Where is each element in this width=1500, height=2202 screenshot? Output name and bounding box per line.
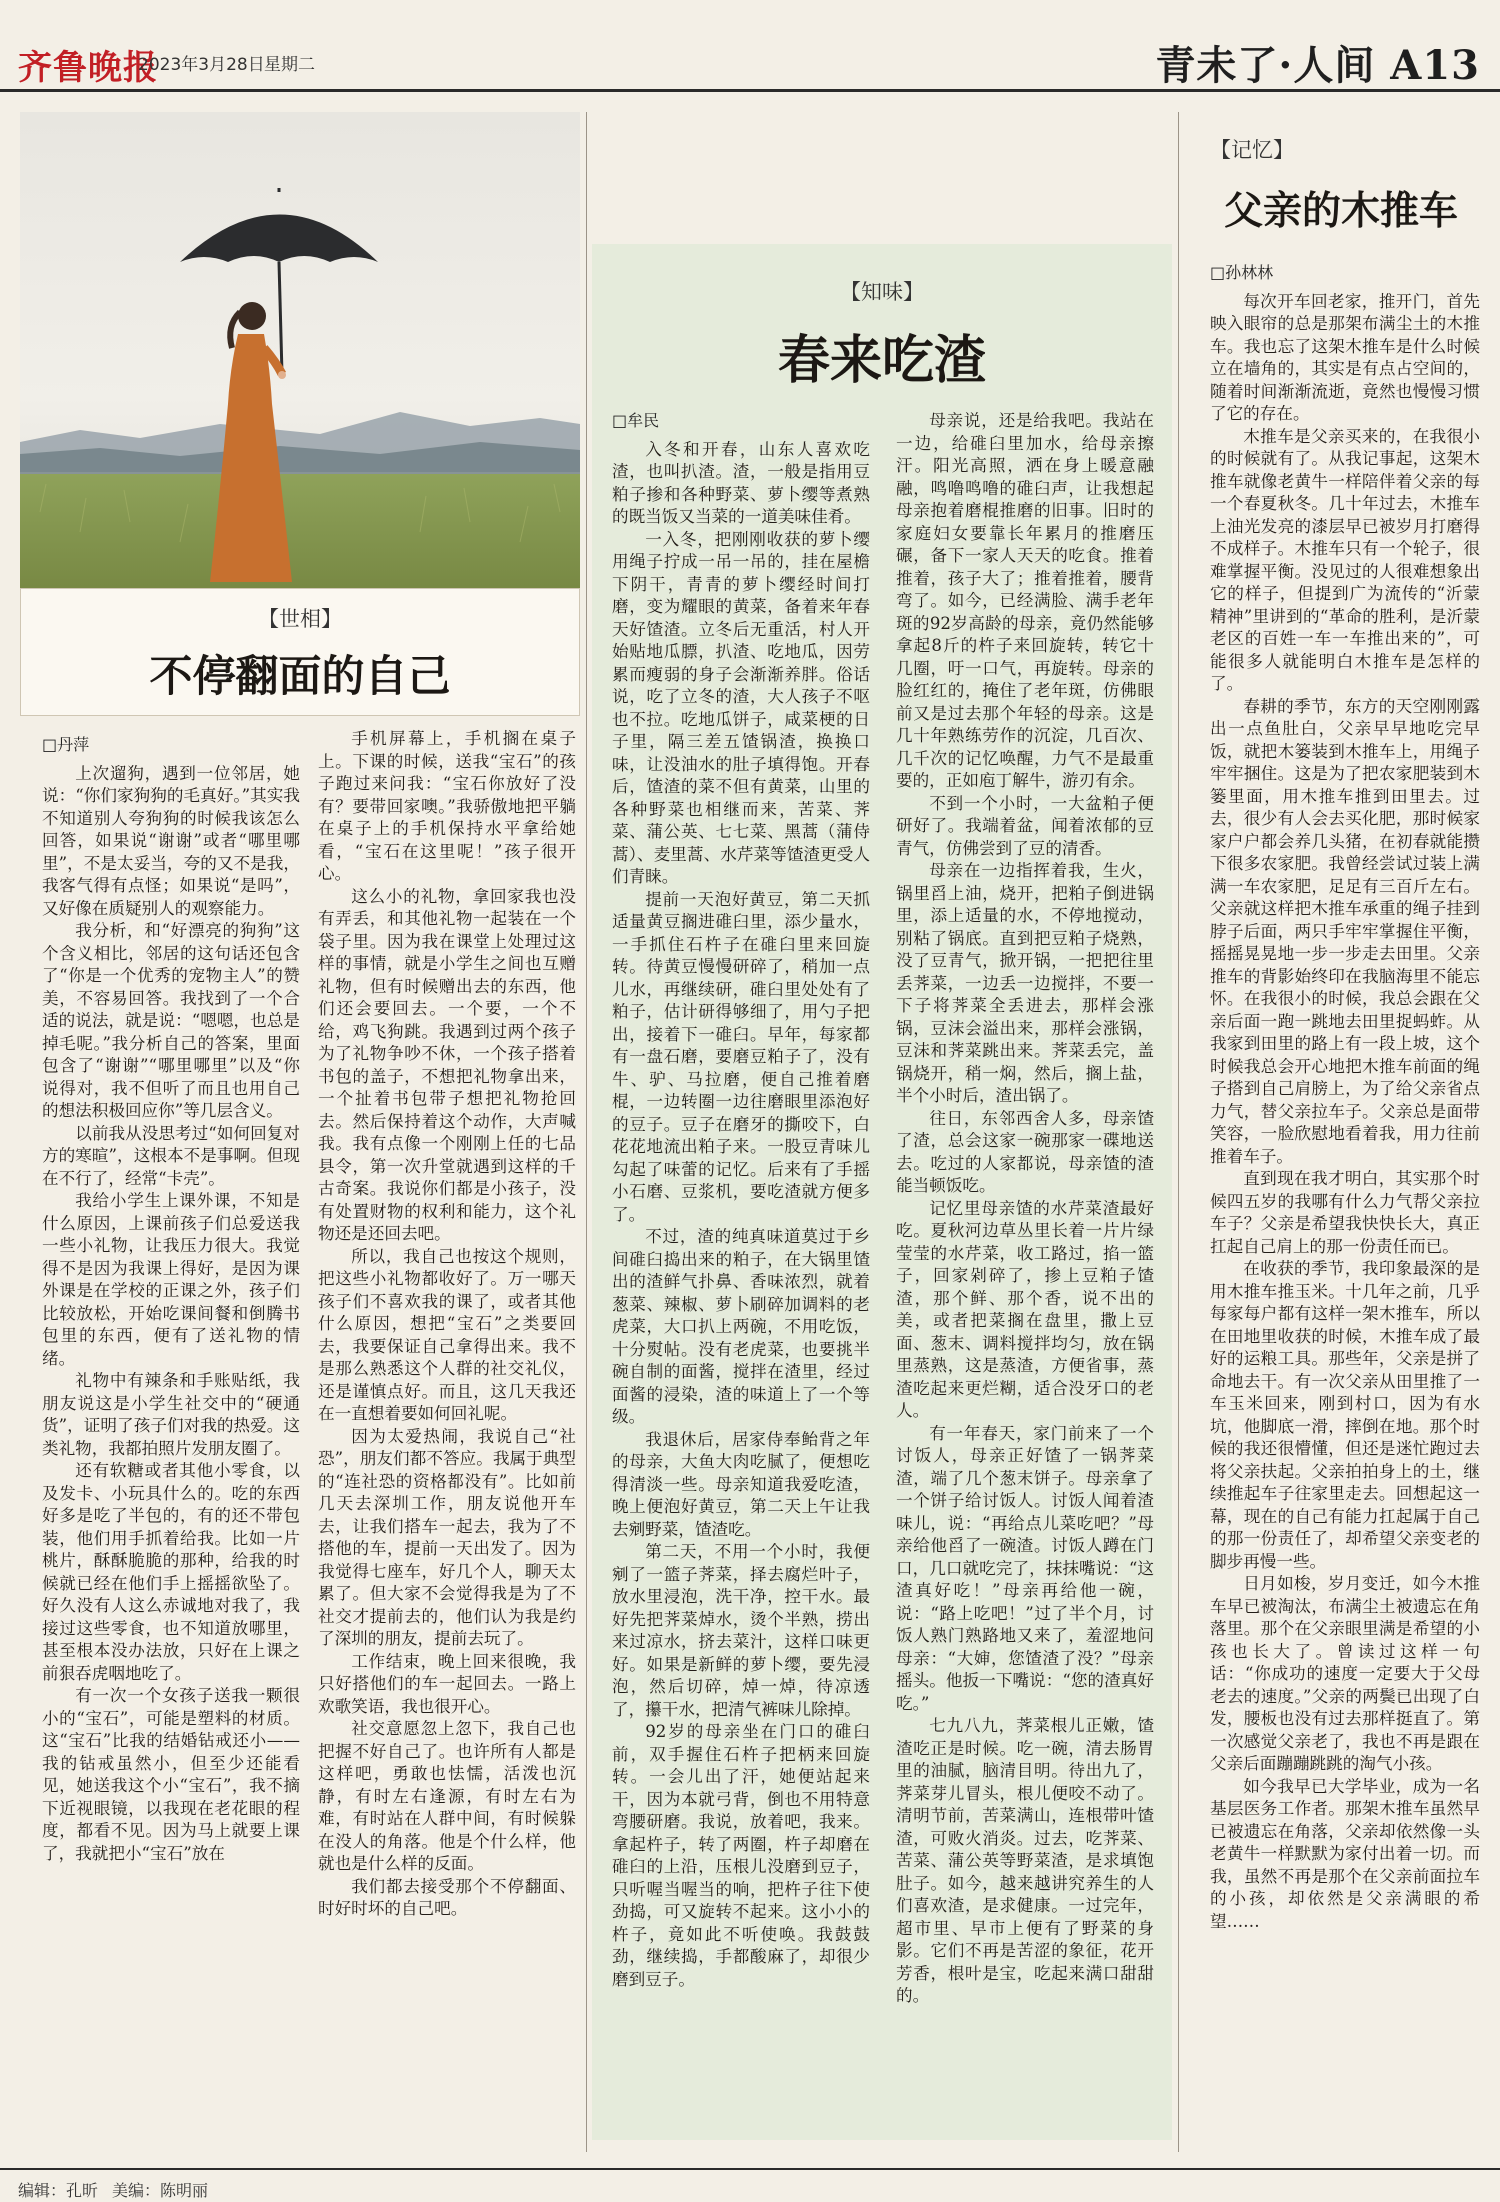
article-shixiang-column-2 xyxy=(318,728,576,2144)
paragraph: 我们都去接受那个不停翻面、时好时坏的自己吧。 xyxy=(318,1876,576,1918)
paragraph: 这么小的礼物，拿回家我也没有弄丢，和其他礼物一起装在一个袋子里。因为我在课堂上处理过这样的事情，就是小学生之间也互赠礼物，但有时候赠出去的东西，他们还会要回去。一个要，一个不给，鸡飞狗跳。我遇到过两个孩子为了礼物争吵不休，一个孩子搭着书包的盖子，不想把礼物拿出来，一个扯着书包带子想把礼物抢回去。然后保持着这个动作，大声喊我。我有点像一个刚刚上任的七品县令，第一次升堂就遇到这样的千古奇案。我说你们都是小孩子，没有处置财物的权利和能力，这个礼物还是还回去吧。 xyxy=(318,886,576,1243)
newspaper-logo: 齐鲁晚报 xyxy=(18,48,158,88)
paragraph: 母亲在一边指挥着我，生火，锅里舀上油，烧开，把粕子倒进锅里，添上适量的水，不停地搅动，别粘了锅底。直到把豆粕子烧熟，没了豆青气，掀开锅，一把把往里丢荠菜，一边丢一边搅拌，不要一下子将荠菜全丢进去，那样会涨锅，豆沫会溢出来，那样会涨锅，豆沫和荠菜跳出来。荠菜丢完，盖锅烧开，稍一焖，然后，搁上盐，半个小时后，渣出锅了。 xyxy=(896,861,1154,1105)
article-zhiwei-column-1 xyxy=(612,410,870,2130)
page-footer xyxy=(0,2168,1500,2202)
paragraph: 一入冬，把刚刚收获的萝卜缨用绳子拧成一吊一吊的，挂在屋檐下阴干，青青的萝卜缨经时间打磨，变为耀眼的黄菜，备着来年春天好馇渣。立冬后无重活，村人开始贴地瓜膘，扒渣、吃地瓜，因劳累而瘦弱的身子会渐渐养胖。俗话说，吃了立冬的渣，大人孩子不呕也不拉。吃地瓜饼子，咸菜梗的日子里，隔三差五馇锅渣，换换口味，让没油水的肚子填得饱。开春后，馇渣的菜不但有黄菜，山里的各种野菜也相继而来，苦菜、荠菜、蒲公英、七七菜、黑蒿（蒲侍蒿）、麦里蒿、水芹菜等馇渣更受人们青睐。 xyxy=(612,529,870,886)
paragraph: 如今我早已大学毕业，成为一名基层医务工作者。那架木推车虽然早已被遗忘在角落，父亲却依然像一头老黄牛一样默默为家付出着一切。而我，虽然不再是那个在父亲前面拉车的小孩，却依然是父亲满眼的希望…… xyxy=(1210,1776,1480,1931)
article-shixiang-byline: □丹萍 xyxy=(42,735,90,754)
paragraph: 在收获的季节，我印象最深的是用木推车推玉米。十几年之前，几乎每家每户都有这样一架木推车，所以在田地里收获的时候，木推车成了最好的运粮工具。那些年，父亲是拼了命地去干。有一次父亲从田里推了一车玉米回来，刚到村口，因为有水坑，他脚底一滑，摔倒在地。那个时候的我还很懵懂，但还是迷忙跑过去将父亲扶起。父亲拍拍身上的土，继续推起车子往家里走去。回想起这一幕，现在的自己有能力扛起属于自己的那一份责任了，却希望父亲变老的脚步再慢一些。 xyxy=(1210,1259,1480,1571)
article-shixiang-kicker: 【世相】 xyxy=(258,607,342,631)
article-jiyi-title: 父亲的木推车 xyxy=(1223,188,1458,234)
column-divider xyxy=(586,112,587,2152)
paragraph: 手机屏幕上，手机搁在桌子上。下课的时候，送我“宝石”的孩子跑过来问我：“宝石你放好了没有？要带回家噢。”我骄傲地把平躺在桌子上的手机保持水平拿给她看，“宝石在这里呢！”孩子很开心。 xyxy=(318,729,576,883)
paragraph: 有一年春天，家门前来了一个讨饭人，母亲正好馇了一锅荠菜渣，端了几个葱末饼子。母亲拿了一个饼子给讨饭人。讨饭人闻着渣味儿，说：“再给点儿菜吃吧？”母亲给他舀了一碗渣。讨饭人蹲在门口，几口就吃完了，抹抹嘴说：“这渣真好吃！”母亲再给他一碗，说：“路上吃吧！”过了半个月，讨饭人熟门熟路地又来了，羞涩地问母亲：“大婶，您馇渣了没？”母亲摇头。他扳一下嘴说：“您的渣真好吃。” xyxy=(896,1423,1154,1713)
paragraph: 礼物中有辣条和手账贴纸，我朋友说这是小学生社交中的“硬通货”，证明了孩子们对我的热爱。这类礼物，我都拍照片发朋友圈了。 xyxy=(42,1371,300,1458)
paragraph: 直到现在我才明白，其实那个时候四五岁的我哪有什么力气帮父亲拉车子？父亲是希望我快快长大，真正扛起自己肩上的那一份责任而已。 xyxy=(1210,1169,1480,1256)
page-section-title: 青未了·人间 A13 xyxy=(1155,42,1480,89)
article-zhiwei-title: 春来吃渣 xyxy=(777,330,986,391)
paragraph: 92岁的母亲坐在门口的碓臼前，双手握住石杵子把柄来回旋转。一会儿出了汗，她便站起来干，因为本就弓背，倒也不用特意弯腰研磨。我说，放着吧，我来。拿起杵子，转了两圈，杵子却磨在碓臼的上沿，压根儿没磨到豆子，只听喔当喔当的响，把杵子往下使劲捣，可又旋转不起来。这小小的杵子，竟如此不听使唤。我鼓鼓劲，继续捣，手都酸麻了，却很少磨到豆子。 xyxy=(612,1722,870,1989)
paragraph: 我退休后，居家侍奉鲐背之年的母亲，大鱼大肉吃腻了，便想吃得清淡一些。母亲知道我爱吃渣，晚上便泡好黄豆，第二天上午让我去剜野菜，馇渣吃。 xyxy=(612,1429,870,1539)
paragraph: 提前一天泡好黄豆，第二天抓适量黄豆搁进碓臼里，添少量水，一手抓住石杵子在碓臼里来回旋转。待黄豆慢慢研碎了，稍加一点儿水，再继续研，碓臼里处处有了粕子，估计研得够细了，用勺子把出，接着下一碓臼。早年，每家都有一盘石磨，要磨豆粕子了，没有牛、驴、马拉磨，便自己推着磨棍，一边转圈一边往磨眼里添泡好的豆子。豆子在磨牙的撕咬下，白花花地流出粕子来。一股豆青味儿勾起了味蕾的记忆。后来有了手摇小石磨、豆浆机，要吃渣就方便多了。 xyxy=(612,889,870,1224)
paragraph: 因为太爱热闹，我说自己“社恐”，朋友们都不答应。我属于典型的“连社恐的资格都没有”。比如前几天去深圳工作，朋友说他开车去，让我们搭车一起去，我为了不搭他的车，提前一天出发了。因为我觉得七座车，好几个人，聊天太累了。但大家不会觉得我是为了不社交才提前去的，他们认为我是约了深圳的朋友，提前去玩了。 xyxy=(318,1426,576,1648)
article-shixiang-column-1 xyxy=(42,734,300,2144)
article-shixiang-title: 不停翻面的自己 xyxy=(149,652,451,702)
paragraph: 入冬和开春，山东人喜欢吃渣，也叫扒渣。渣，一般是指用豆粕子掺和各种野菜、萝卜缨等煮熟的既当饭又当菜的一道美味佳肴。 xyxy=(612,439,870,526)
column-divider xyxy=(1178,112,1179,2152)
paragraph: 母亲说，还是给我吧。我站在一边，给碓臼里加水，给母亲擦汗。阳光高照，洒在身上暖意融融，鸣噜鸣噜的碓臼声，让我想起母亲抱着磨棍推磨的旧事。旧时的家庭妇女要靠长年累月的推磨压碾，备下一家人天天的吃食。推着推着，孩子大了；推着推着，腰背弯了。如今，已经满脸、满手老年斑的92岁高龄的母亲，竟仍然能够拿起8斤的杵子来回旋转，转它十几圈，吁一口气，再旋转。母亲的脸红红的，掩住了老年斑，仿佛眼前又是过去那个年轻的母亲。这是几十年熟练劳作的沉淀，几百次、几千次的记忆唤醒，力气不是最重要的，正如庖丁解牛，游刃有余。 xyxy=(896,411,1154,790)
paragraph: 不过，渣的纯真味道莫过于乡间碓臼捣出来的粕子，在大锅里馇出的渣鲜气扑鼻、香味浓烈，就着葱菜、辣椒、萝卜刷碎加调料的老虎菜，大口扒上两碗，不用吃饭，十分熨帖。没有老虎菜，也要挑半碗自制的面酱，搅拌在渣里，经过面酱的浸染，渣的味道上了一个等级。 xyxy=(612,1227,870,1426)
paragraph: 上次遛狗，遇到一位邻居，她说：“你们家狗狗的毛真好。”其实我不知道别人夸狗狗的时候我该怎么回答，如果说“谢谢”或者“哪里哪里”，不是太妥当，夸的又不是我，我客气得有点怪；如果说“是吗”，又好像在质疑别人的观察能力。 xyxy=(42,763,300,918)
paragraph: 工作结束，晚上回来很晚，我只好搭他们的车一起回去。一路上欢歌笑语，我也很开心。 xyxy=(318,1651,576,1716)
masthead xyxy=(0,0,1500,92)
article-jiyi-column-1 xyxy=(1210,262,1480,2152)
article-jiyi-byline: □孙林林 xyxy=(1210,263,1274,282)
article-zhiwei-column-2 xyxy=(896,410,1154,2130)
paragraph: 我分析，和“好漂亮的狗狗”这个含义相比，邻居的这句话还包含了“你是一个优秀的宠物主人”的赞美，不容易回答。我找到了一个合适的说法，就是说：“嗯嗯，也总是掉毛呢。”我分析自己的答案，里面包含了“谢谢”“哪里哪里”以及“你说得对，我不但听了而且也用自己的想法积极回应你”等几层含义。 xyxy=(42,921,300,1120)
paragraph: 第二天，不用一个小时，我便剜了一篮子荠菜，择去腐烂叶子，放水里浸泡，洗干净，控干水。最好先把荠菜焯水，烫个半熟，捞出来过凉水，挤去菜汁，这样口味更好。如果是新鲜的萝卜缨，要先浸泡，然后切碎，焯一焯，待凉透了，攥干水，把清气裤味儿除掉。 xyxy=(612,1542,870,1719)
issue-weekday: 星期二 xyxy=(264,55,315,75)
paragraph: 有一次一个女孩子送我一颗很小的“宝石”，可能是塑料的材质。这“宝石”比我的结婚钻戒还小——我的钻戒虽然小，但至少还能看见，她送我这个小“宝石”，我不摘下近视眼镜，以我现在老花眼的程度，都看不见。因为马上就要上课了，我就把小“宝石”放在 xyxy=(42,1686,300,1863)
photo-woman-with-umbrella xyxy=(20,112,580,632)
paragraph: 日月如梭，岁月变迁，如今木推车早已被淘汰，布满尘土被遗忘在角落里。那个在父亲眼里满是希望的小孩也长大了。曾读过这样一句话：“你成功的速度一定要大于父母老去的速度。”父亲的两鬓已出现了白发，腰板也没有过去那样挺直了。第一次感觉父亲老了，我也不再是跟在父亲后面蹦蹦跳跳的淘气小孩。 xyxy=(1210,1574,1480,1773)
paragraph: 记忆里母亲馇的水芹菜渣最好吃。夏秋河边草丛里长着一片片绿莹莹的水芹菜，收工路过，掐一篮子，回家剁碎了，掺上豆粕子馇渣，那个鲜、那个香，说不出的美，或者把菜搁在盘里，撒上豆面、葱末、调料搅拌均匀，放在锅里蒸熟，这是蒸渣，方便省事，蒸渣吃起来更烂糊，适合没牙口的老人。 xyxy=(896,1198,1154,1420)
paragraph: 春耕的季节，东方的天空刚刚露出一点鱼肚白，父亲早早地吃完早饭，就把木篓装到木推车上，用绳子牢牢捆住。这是为了把农家肥装到木篓里面，用木推车推到田里去。过去，很少有人会去买化肥，那时候家家户户都会养几头猪，在初春就能攒下很多农家肥。我曾经尝试过装上满满一车农家肥，足足有三百斤左右。父亲就这样把木推车承重的绳子挂到脖子后面，两只手牢牢掌握住平衡，摇摇晃晃地一步一步走去田里。父亲推车的背影始终印在我脑海里不能忘怀。在我很小的时候，我总会跟在父亲后面一跑一跳地去田里捉蚂蚱。从我家到田里的路上有一段上坡，这个时候我总会开心地把木推车前面的绳子搭到自己肩膀上，为了给父亲省点力气，替父亲拉车子。父亲总是面带笑容，一脸欣慰地看着我，用力往前推着车子。 xyxy=(1210,696,1480,1166)
paragraph: 我给小学生上课外课，不知是什么原因，上课前孩子们总爱送我一些小礼物，让我压力很大。我觉得不是因为我课上得好，是因为课外课是在学校的正课之外，孩子们比较放松，开始吃课间餐和倒腾书包里的东西，便有了送礼物的情绪。 xyxy=(42,1191,300,1368)
article-jiyi-kicker: 【记忆】 xyxy=(1210,138,1294,162)
paragraph: 每次开车回老家，推开门，首先映入眼帘的总是那架布满尘土的木推车。我也忘了这架木推车是什么时候立在墙角的，其实是有点占空间的，随着时间渐渐流逝，竟然也慢慢习惯了它的存在。 xyxy=(1210,291,1480,423)
photo-illustration xyxy=(20,112,580,632)
paragraph: 以前我从没思考过“如何回复对方的寒暄”，这根本不是事啊。但现在不行了，经常“卡壳”。 xyxy=(42,1123,300,1188)
paragraph: 不到一个小时，一大盆粕子便研好了。我端着盆，闻着浓郁的豆青气，仿佛尝到了豆的清香。 xyxy=(896,793,1154,858)
paragraph: 七九八九，荠菜根儿正嫩，馇渣吃正是时候。吃一碗，清去肠胃里的油腻，脑清目明。待出九了，荠菜芽儿冒头，根儿便咬不动了。清明节前，苦菜满山，连根带叶馇渣，可败火消炎。过去，吃荠菜、苦菜、蒲公英等野菜渣，是求填饱肚子。如今，越来越讲究养生的人们喜欢渣，是求健康。一过完年，超市里、早市上便有了野菜的身影。它们不再是苦涩的象征，花开芳香，根叶是宝，吃起来满口甜甜的。 xyxy=(896,1716,1154,2005)
article-zhiwei-byline: □牟民 xyxy=(612,411,660,430)
paragraph: 还有软糖或者其他小零食，以及发卡、小玩具什么的。吃的东西好多是吃了半包的，有的还不带包装，他们用手抓着给我。比如一片桃片，酥酥脆脆的那种，给我的时候就已经在他们手上摇摇欲坠了。好久没有人这么赤诚地对我了，我接过这些零食，也不知道放哪里，甚至根本没办法放，只好在上课之前狠吞虎咽地吃了。 xyxy=(42,1461,300,1683)
footer-editor: 编辑：孔昕 xyxy=(18,2181,99,2200)
paragraph: 社交意愿忽上忽下，我自己也把握不好自己了。也许所有人都是这样吧，勇敢也怯懦，活泼也沉静，有时左右逢源，有时左右为难，有时站在人群中间，有时候躲在没人的角落。他是个什么样，他就也是什么样的反面。 xyxy=(318,1719,576,1873)
article-shixiang-header xyxy=(20,588,580,716)
footer-designer: 美编：陈明丽 xyxy=(112,2181,209,2200)
paragraph: 所以，我自己也按这个规则，把这些小礼物都收好了。万一哪天孩子们不喜欢我的课了，或者其他什么原因，想把“宝石”之类要回去，我要保证自己拿得出来。我不是那么熟悉这个人群的社交礼仪，还是谨慎点好。而且，这几天我还在一直想着要如何回礼呢。 xyxy=(318,1246,576,1423)
issue-date: 2023年3月28日 xyxy=(138,55,265,75)
paragraph: 木推车是父亲买来的，在我很小的时候就有了。从我记事起，这架木推车就像老黄牛一样陪伴着父亲的每一个春夏秋冬。几十年过去，木推车上油光发亮的漆层早已被岁月打磨得不成样子。木推车只有一个轮子，很难掌握平衡。没见过的人很难想象出它的样子，但提到广为流传的“沂蒙精神”里讲到的“革命的胜利，是沂蒙老区的百姓一车一车推出来的”，可能很多人就能明白木推车是怎样的了。 xyxy=(1210,426,1480,693)
paragraph: 往日，东邻西舍人多，母亲馇了渣，总会这家一碗那家一碟地送去。吃过的人家都说，母亲馇的渣能当顿饭吃。 xyxy=(896,1108,1154,1195)
article-zhiwei-kicker: 【知味】 xyxy=(840,280,924,304)
